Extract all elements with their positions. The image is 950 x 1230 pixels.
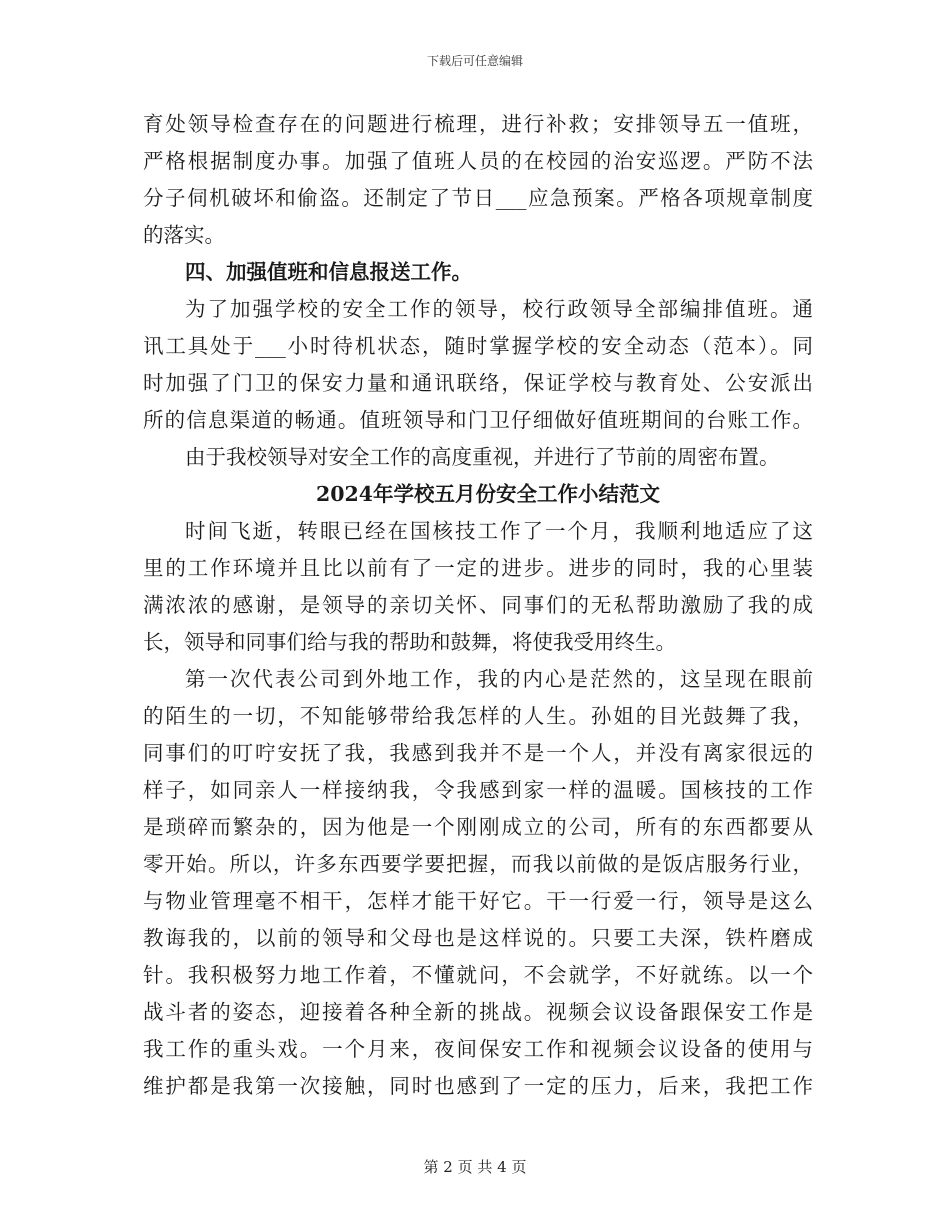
text-line: 针。我积极努力地工作着，不懂就问，不会就学，不好就练。以一个: [143, 963, 813, 987]
text-line: 讯工具处于___小时待机状态，随时掌握学校的安全动态（范本）。同: [143, 334, 813, 358]
text-line: 严格根据制度办事。加强了值班人员的在校园的治安巡逻。严防不法: [143, 149, 813, 173]
text-line: 满浓浓的感谢，是领导的亲切关怀、同事们的无私帮助激励了我的成: [143, 593, 813, 617]
text-line: 维护都是我第一次接触，同时也感到了一定的压力，后来，我把工作: [143, 1074, 813, 1098]
text-line: 教诲我的，以前的领导和父母也是这样说的。只要工夫深，铁杵磨成: [143, 926, 813, 950]
text-line: 样子，如同亲人一样接纳我，令我感到家一样的温暖。国核技的工作: [143, 778, 813, 802]
text-line: 所的信息渠道的畅通。值班领导和门卫仔细做好值班期间的台账工作。: [143, 408, 813, 432]
text-line: 长，领导和同事们给与我的帮助和鼓舞，将使我受用终生。: [143, 630, 676, 654]
text-line: 为了加强学校的安全工作的领导，校行政领导全部编排值班。通: [185, 297, 813, 321]
text-line: 时加强了门卫的保安力量和通讯联络，保证学校与教育处、公安派出: [143, 371, 813, 395]
text-line: 零开始。所以，许多东西要学要把握，而我以前做的是饭店服务行业，: [143, 852, 813, 876]
text-line: 同事们的叮咛安抚了我，我感到我并不是一个人，并没有离家很远的: [143, 741, 813, 765]
text-line: 与物业管理毫不相干，怎样才能干好它。干一行爱一行，领导是这么: [143, 889, 813, 913]
text-line: 里的工作环境并且比以前有了一定的进步。进步的同时，我的心里装: [143, 556, 813, 580]
text-line: 是琐碎而繁杂的，因为他是一个刚刚成立的公司，所有的东西都要从: [143, 815, 813, 839]
text-line: 时间飞逝，转眼已经在国核技工作了一个月，我顺利地适应了这: [185, 519, 813, 543]
text-line: 的陌生的一切，不知能够带给我怎样的人生。孙姐的目光鼓舞了我，: [143, 704, 813, 728]
page-header-note: 下载后可任意编辑: [426, 54, 523, 68]
text-line: 育处领导检查存在的问题进行梳理，进行补救；安排领导五一值班，: [143, 112, 813, 136]
section-heading: 四、加强值班和信息报送工作。: [185, 260, 472, 284]
text-line: 我工作的重头戏。一个月来，夜间保安工作和视频会议设备的使用与: [143, 1037, 813, 1061]
document-body: [143, 106, 813, 1105]
text-line: 由于我校领导对安全工作的高度重视，并进行了节前的周密布置。: [185, 445, 780, 469]
page-number-footer: 第 2 页 共 4 页: [423, 1158, 527, 1176]
text-line: 第一次代表公司到外地工作，我的内心是茫然的，这呈现在眼前: [185, 667, 813, 691]
text-line: 的落实。: [143, 223, 225, 247]
article-title: 2024年学校五月份安全工作小结范文: [315, 482, 661, 506]
text-line: 战斗者的姿态，迎接着各种全新的挑战。视频会议设备跟保安工作是: [143, 1000, 813, 1024]
text-line: 分子伺机破坏和偷盗。还制定了节日___应急预案。严格各项规章制度: [143, 186, 813, 210]
